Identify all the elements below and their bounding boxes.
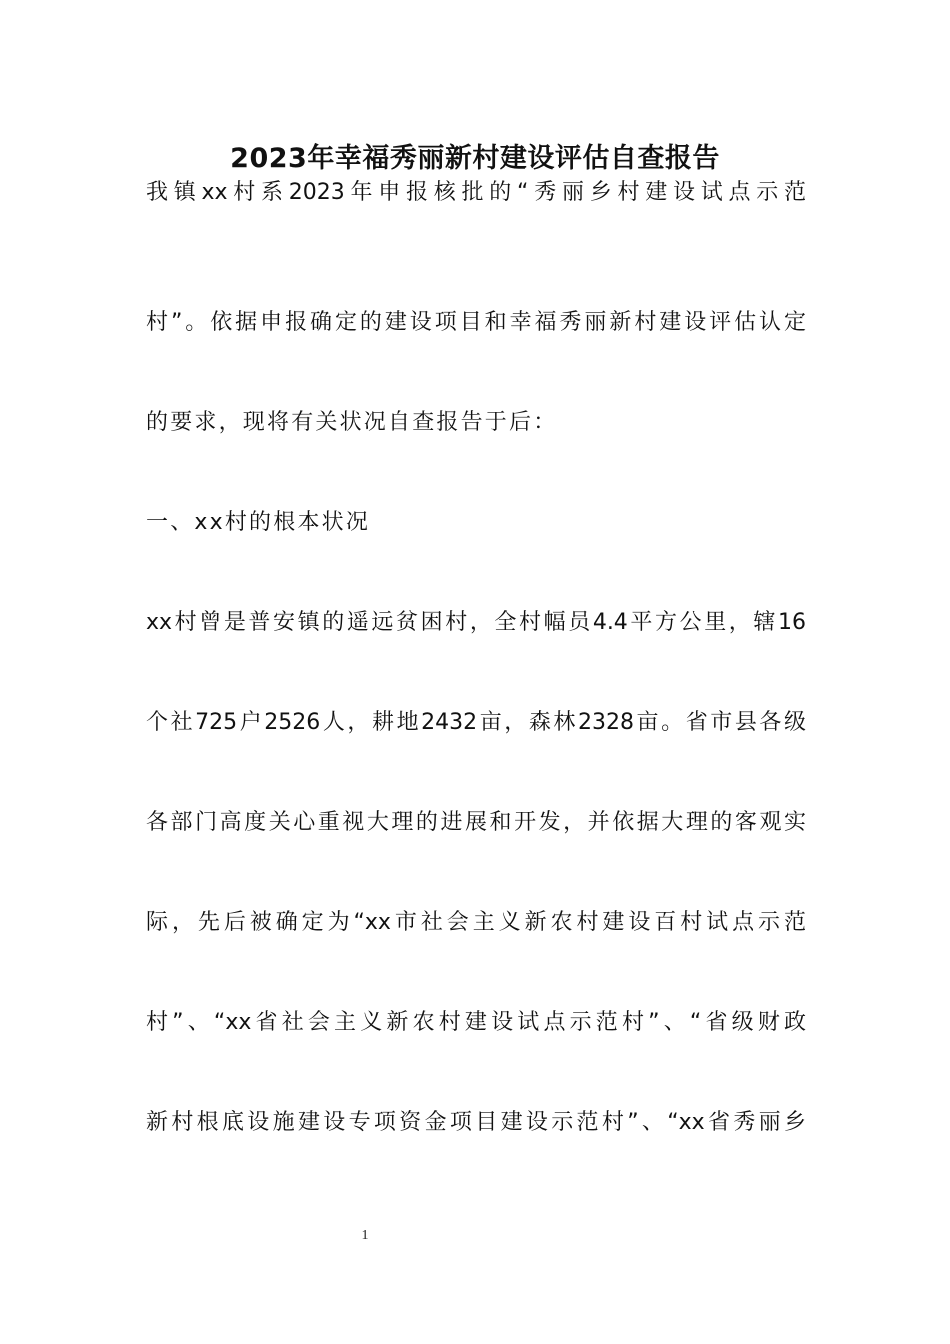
document-title: 2023年幸福秀丽新村建设评估自查报告 (230, 143, 720, 174)
page-number: 1 (361, 1228, 369, 1243)
paragraph-line: 各部门高度关心重视大理的进展和开发，并依据大理的客观实 (146, 810, 806, 835)
paragraph-line: 村”、“xx省社会主义新农村建设试点示范村”、“省级财政 (146, 1010, 806, 1035)
paragraph-line: 际，先后被确定为“xx市社会主义新农村建设百村试点示范 (146, 910, 806, 935)
section-heading: 一、xx村的根本状况 (146, 510, 371, 535)
paragraph-line: 的要求，现将有关状况自查报告于后： (146, 410, 558, 435)
paragraph-line: xx村曾是普安镇的遥远贫困村，全村幅员4.4平方公里，辖16 (146, 610, 806, 635)
paragraph-line: 我镇xx村系2023年申报核批的“秀丽乡村建设试点示范 (146, 180, 806, 205)
paragraph-line: 个社725户2526人，耕地2432亩，森林2328亩。省市县各级 (146, 710, 806, 735)
paragraph-line: 新村根底设施建设专项资金项目建设示范村”、“xx省秀丽乡 (146, 1110, 806, 1135)
paragraph-line: 村”。依据申报确定的建设项目和幸福秀丽新村建设评估认定 (146, 310, 806, 335)
